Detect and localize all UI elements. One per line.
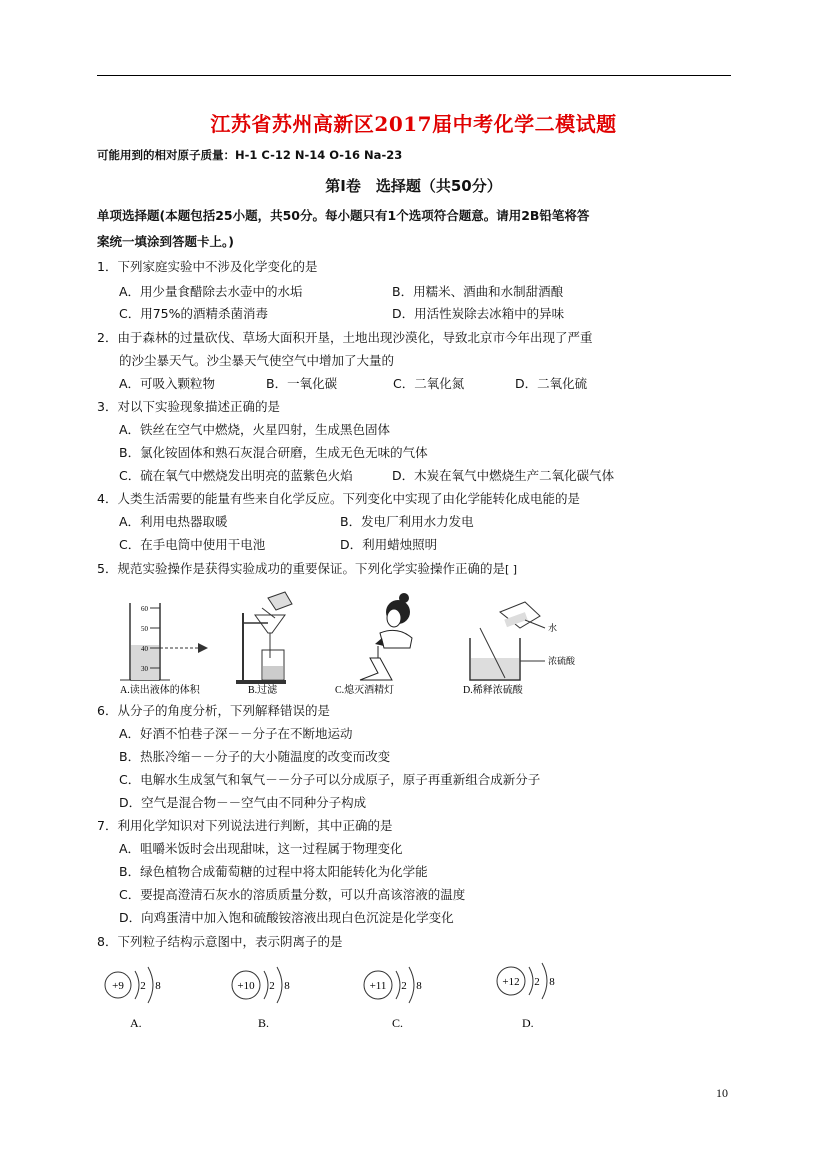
q7-option-b: B．绿色植物合成葡萄糖的过程中将太阳能转化为化学能 [119, 864, 428, 879]
q3-stem: 3．对以下实验现象描述正确的是 [97, 399, 280, 414]
tick-label: 60 [141, 605, 148, 613]
q1-option-c: C．用75%的酒精杀菌消毒 [119, 306, 269, 321]
q1-option-b: B．用糯米、酒曲和水制甜酒酿 [392, 284, 564, 299]
label-water: 水 [548, 623, 558, 633]
q6-option-d: D．空气是混合物－－空气由不同种分子构成 [119, 795, 367, 810]
q6-option-a: A．好酒不怕巷子深－－分子在不断地运动 [119, 726, 353, 741]
q4-option-c: C．在手电筒中使用干电池 [119, 537, 266, 552]
label-acid: 浓硫酸 [548, 656, 576, 666]
q7-option-d: D．向鸡蛋清中加入饱和硫酸铵溶液出现白色沉淀是化学变化 [119, 910, 454, 925]
atomic-mass-note: 可能用到的相对原子质量：H-1 C-12 N-14 O-16 Na-23 [97, 148, 403, 162]
q4-option-b: B．发电厂利用水力发电 [340, 514, 474, 529]
svg-text:2: 2 [534, 976, 540, 988]
q5-label-b: B.过滤 [248, 685, 278, 696]
q4-option-a: A．利用电热器取暖 [119, 514, 228, 529]
q5-figure [0, 588, 827, 703]
q7-stem: 7．利用化学知识对下列说法进行判断，其中正确的是 [97, 818, 393, 833]
svg-text:+9: +9 [112, 980, 124, 992]
q2-option-c: C．二氧化氮 [393, 376, 465, 391]
svg-text:8: 8 [549, 976, 555, 988]
atom-diagram-b [232, 967, 290, 1030]
q6-stem: 6．从分子的角度分析，下列解释错误的是 [97, 703, 330, 718]
svg-text:2: 2 [269, 980, 275, 992]
instructions-line-2: 案统一填涂到答题卡上。) [97, 234, 234, 249]
q7-option-c: C．要提高澄清石灰水的溶质质量分数，可以升高该溶液的温度 [119, 887, 466, 902]
q3-option-a: A．铁丝在空气中燃烧，火星四射，生成黑色固体 [119, 422, 391, 437]
svg-text:D.: D. [522, 1016, 534, 1030]
atom-diagram-d [497, 963, 555, 1030]
page-number: 10 [716, 1086, 728, 1100]
q2-stem-line-1: 2．由于森林的过量砍伐、草场大面积开垦，土地出现沙漠化，导致北京市今年出现了严重 [97, 330, 593, 345]
atom-diagram-c [364, 967, 422, 1030]
q3-option-c: C．硫在氧气中燃烧发出明亮的蓝紫色火焰 [119, 468, 353, 483]
atom-diagram-a [105, 967, 161, 1030]
page-title: 江苏省苏州高新区2017届中考化学二模试题 [210, 112, 617, 136]
svg-text:+11: +11 [369, 980, 387, 992]
q2-option-d: D．二氧化硫 [515, 376, 588, 391]
svg-text:8: 8 [416, 980, 422, 992]
dilute-acid-figure [470, 602, 576, 680]
q4-option-d: D．利用蜡烛照明 [340, 537, 438, 552]
q1-stem: 1．下列家庭实验中不涉及化学变化的是 [97, 259, 318, 274]
q8-stem: 8．下列粒子结构示意图中，表示阴离子的是 [97, 934, 343, 949]
eye-icon [198, 643, 208, 653]
tick-label: 50 [141, 625, 148, 633]
svg-text:8: 8 [284, 980, 290, 992]
q6-option-c: C．电解水生成氢气和氧气－－分子可以分成原子，原子再重新组合成新分子 [119, 772, 541, 787]
section-title: 第Ⅰ卷 选择题（共50分） [325, 177, 502, 195]
svg-text:2: 2 [401, 980, 407, 992]
q6-option-b: B．热胀冷缩－－分子的大小随温度的改变而改变 [119, 749, 391, 764]
svg-text:+10: +10 [237, 980, 255, 992]
q1-option-a: A．用少量食醋除去水壶中的水垢 [119, 284, 303, 299]
filtration-figure [236, 592, 292, 684]
svg-text:B.: B. [258, 1016, 270, 1030]
measuring-cylinder-figure [120, 603, 208, 680]
svg-text:2: 2 [140, 980, 146, 992]
q2-stem-line-2: 的沙尘暴天气。沙尘暴天气使空气中增加了大量的 [119, 353, 395, 368]
alcohol-lamp-figure [360, 593, 412, 680]
q4-stem: 4．人类生活需要的能量有些来自化学反应。下列变化中实现了由化学能转化成电能的是 [97, 491, 580, 506]
tick-label: 40 [141, 645, 148, 653]
q3-option-b: B．氯化铵固体和熟石灰混合研磨，生成无色无味的气体 [119, 445, 428, 460]
instructions-line-1: 单项选择题(本题包括25小题，共50分。每小题只有1个选项符合题意。请用2B铅笔将答 [97, 208, 590, 223]
q5-label-d: D.稀释浓硫酸 [463, 685, 523, 696]
header-rule [97, 75, 731, 76]
svg-text:+12: +12 [502, 976, 520, 988]
q2-option-b: B．一氧化碳 [266, 376, 338, 391]
q5-label-c: C.熄灭酒精灯 [335, 685, 395, 696]
q8-figure [0, 955, 827, 1035]
svg-text:A.: A. [130, 1016, 142, 1030]
q5-label-a: A.读出液体的体积 [120, 685, 200, 696]
q1-option-d: D．用活性炭除去冰箱中的异味 [392, 306, 565, 321]
svg-text:8: 8 [155, 980, 161, 992]
q5-stem: 5．规范实验操作是获得实验成功的重要保证。下列化学实验操作正确的是[ ] [97, 561, 518, 576]
q3-option-d: D．木炭在氧气中燃烧生产二氧化碳气体 [392, 468, 615, 483]
tick-label: 30 [141, 665, 148, 673]
q2-option-a: A．可吸入颗粒物 [119, 376, 216, 391]
q7-option-a: A．咀嚼米饭时会出现甜味，这一过程属于物理变化 [119, 841, 403, 856]
svg-text:C.: C. [392, 1016, 404, 1030]
